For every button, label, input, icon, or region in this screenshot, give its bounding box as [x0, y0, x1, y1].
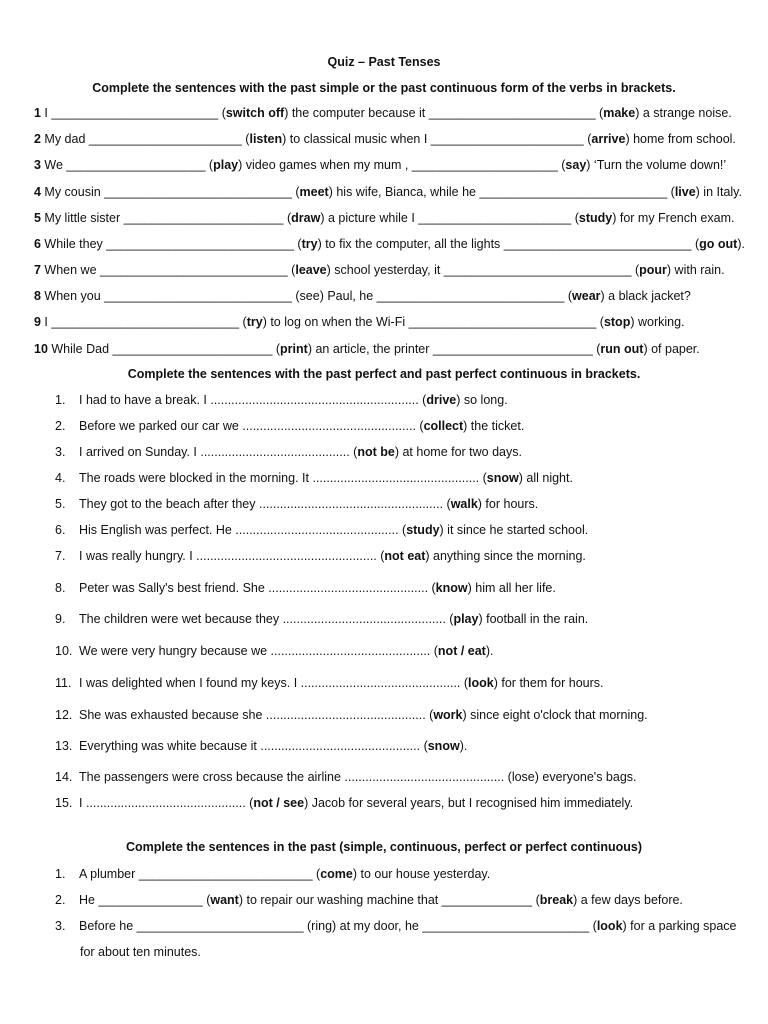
page-title: Quiz – Past Tenses — [327, 55, 441, 69]
s1-item: 7 When we ___________________________ (leave) school yesterday, it ___________________________ (pour) with rain. — [34, 263, 725, 277]
s2-item: 11. I was delighted when I found my keys. I .............................................. (look) for them for hours. — [55, 676, 604, 690]
section1-instruction: Complete the sentences with the past simple or the past continuous form of the verbs in brackets. — [92, 81, 676, 95]
s2-item: 10. We were very hungry because we .............................................. (not / eat). — [55, 644, 494, 658]
s1-item: 4 My cousin ___________________________ (meet) his wife, Bianca, while he ___________________________ (live) in Italy. — [34, 185, 742, 199]
s2-item: 7. I was really hungry. I .................................................... (not eat) anything since the morning. — [55, 549, 586, 563]
s2-item: 9. The children were wet because they ............................................... (play) football in the rain. — [55, 612, 589, 626]
s2-item: 12. She was exhausted because she .............................................. (work) since eight o'clock that morning. — [55, 708, 648, 722]
s1-item: 5 My little sister _______________________ (draw) a picture while I ______________________ (study) for my French exam. — [34, 211, 735, 225]
s3-item: 3. Before he ________________________ (ring) at my door, he ________________________ (look) for a parking space — [55, 919, 737, 933]
s1-item: 2 My dad ______________________ (listen) to classical music when I ______________________ (arrive) home from school. — [34, 132, 736, 146]
s3-item: 2. He _______________ (want) to repair our washing machine that _____________ (break) a few days before. — [55, 893, 683, 907]
s2-item: 3. I arrived on Sunday. I ........................................... (not be) at home for two days. — [55, 445, 522, 459]
s2-item: 1. I had to have a break. I ............................................................ (drive) so long. — [55, 393, 508, 407]
s1-item: 1 I ________________________ (switch off) the computer because it ________________________ (make) a strange noise. — [34, 106, 732, 120]
section2-instruction: Complete the sentences with the past perfect and past perfect continuous in brackets. — [127, 367, 641, 381]
s3-item: 1. A plumber _________________________ (come) to our house yesterday. — [55, 867, 491, 881]
s2-item: 5. They got to the beach after they ..................................................... (walk) for hours. — [55, 497, 539, 511]
s1-item: 3 We ____________________ (play) video games when my mum , _____________________ (say) ‘Turn the volume down!’ — [34, 158, 727, 172]
s2-item: 13. Everything was white because it .............................................. (snow). — [55, 739, 468, 753]
section3-instruction: Complete the sentences in the past (simple, continuous, perfect or perfect continuous) — [125, 840, 643, 854]
s1-item: 8 When you ___________________________ (see) Paul, he ___________________________ (wear) a black jacket? — [34, 289, 691, 303]
s2-item: 4. The roads were blocked in the morning. It ................................................ (snow) all night. — [55, 471, 573, 485]
s1-item: 9 I ___________________________ (try) to log on when the Wi-Fi ___________________________ (stop) working. — [34, 315, 685, 329]
s3-item-continuation: for about ten minutes. — [80, 945, 201, 959]
s2-item: 2. Before we parked our car we .................................................. (collect) the ticket. — [55, 419, 525, 433]
s2-item: 6. His English was perfect. He ............................................... (study) it since he started school. — [55, 523, 589, 537]
s2-item: 15. I .............................................. (not / see) Jacob for several years, but I recognised him immediately. — [55, 796, 634, 810]
s2-item: 8. Peter was Sally's best friend. She .............................................. (know) him all her life. — [55, 581, 556, 595]
s2-item: 14. The passengers were cross because the airline .............................................. (lose) everyone's bags. — [55, 770, 637, 784]
s1-item: 6 While they ___________________________ (try) to fix the computer, all the lights ___________________________ (go out). — [34, 237, 745, 251]
s1-item: 10 While Dad _______________________ (print) an article, the printer _______________________ (run out) of paper. — [34, 342, 700, 356]
